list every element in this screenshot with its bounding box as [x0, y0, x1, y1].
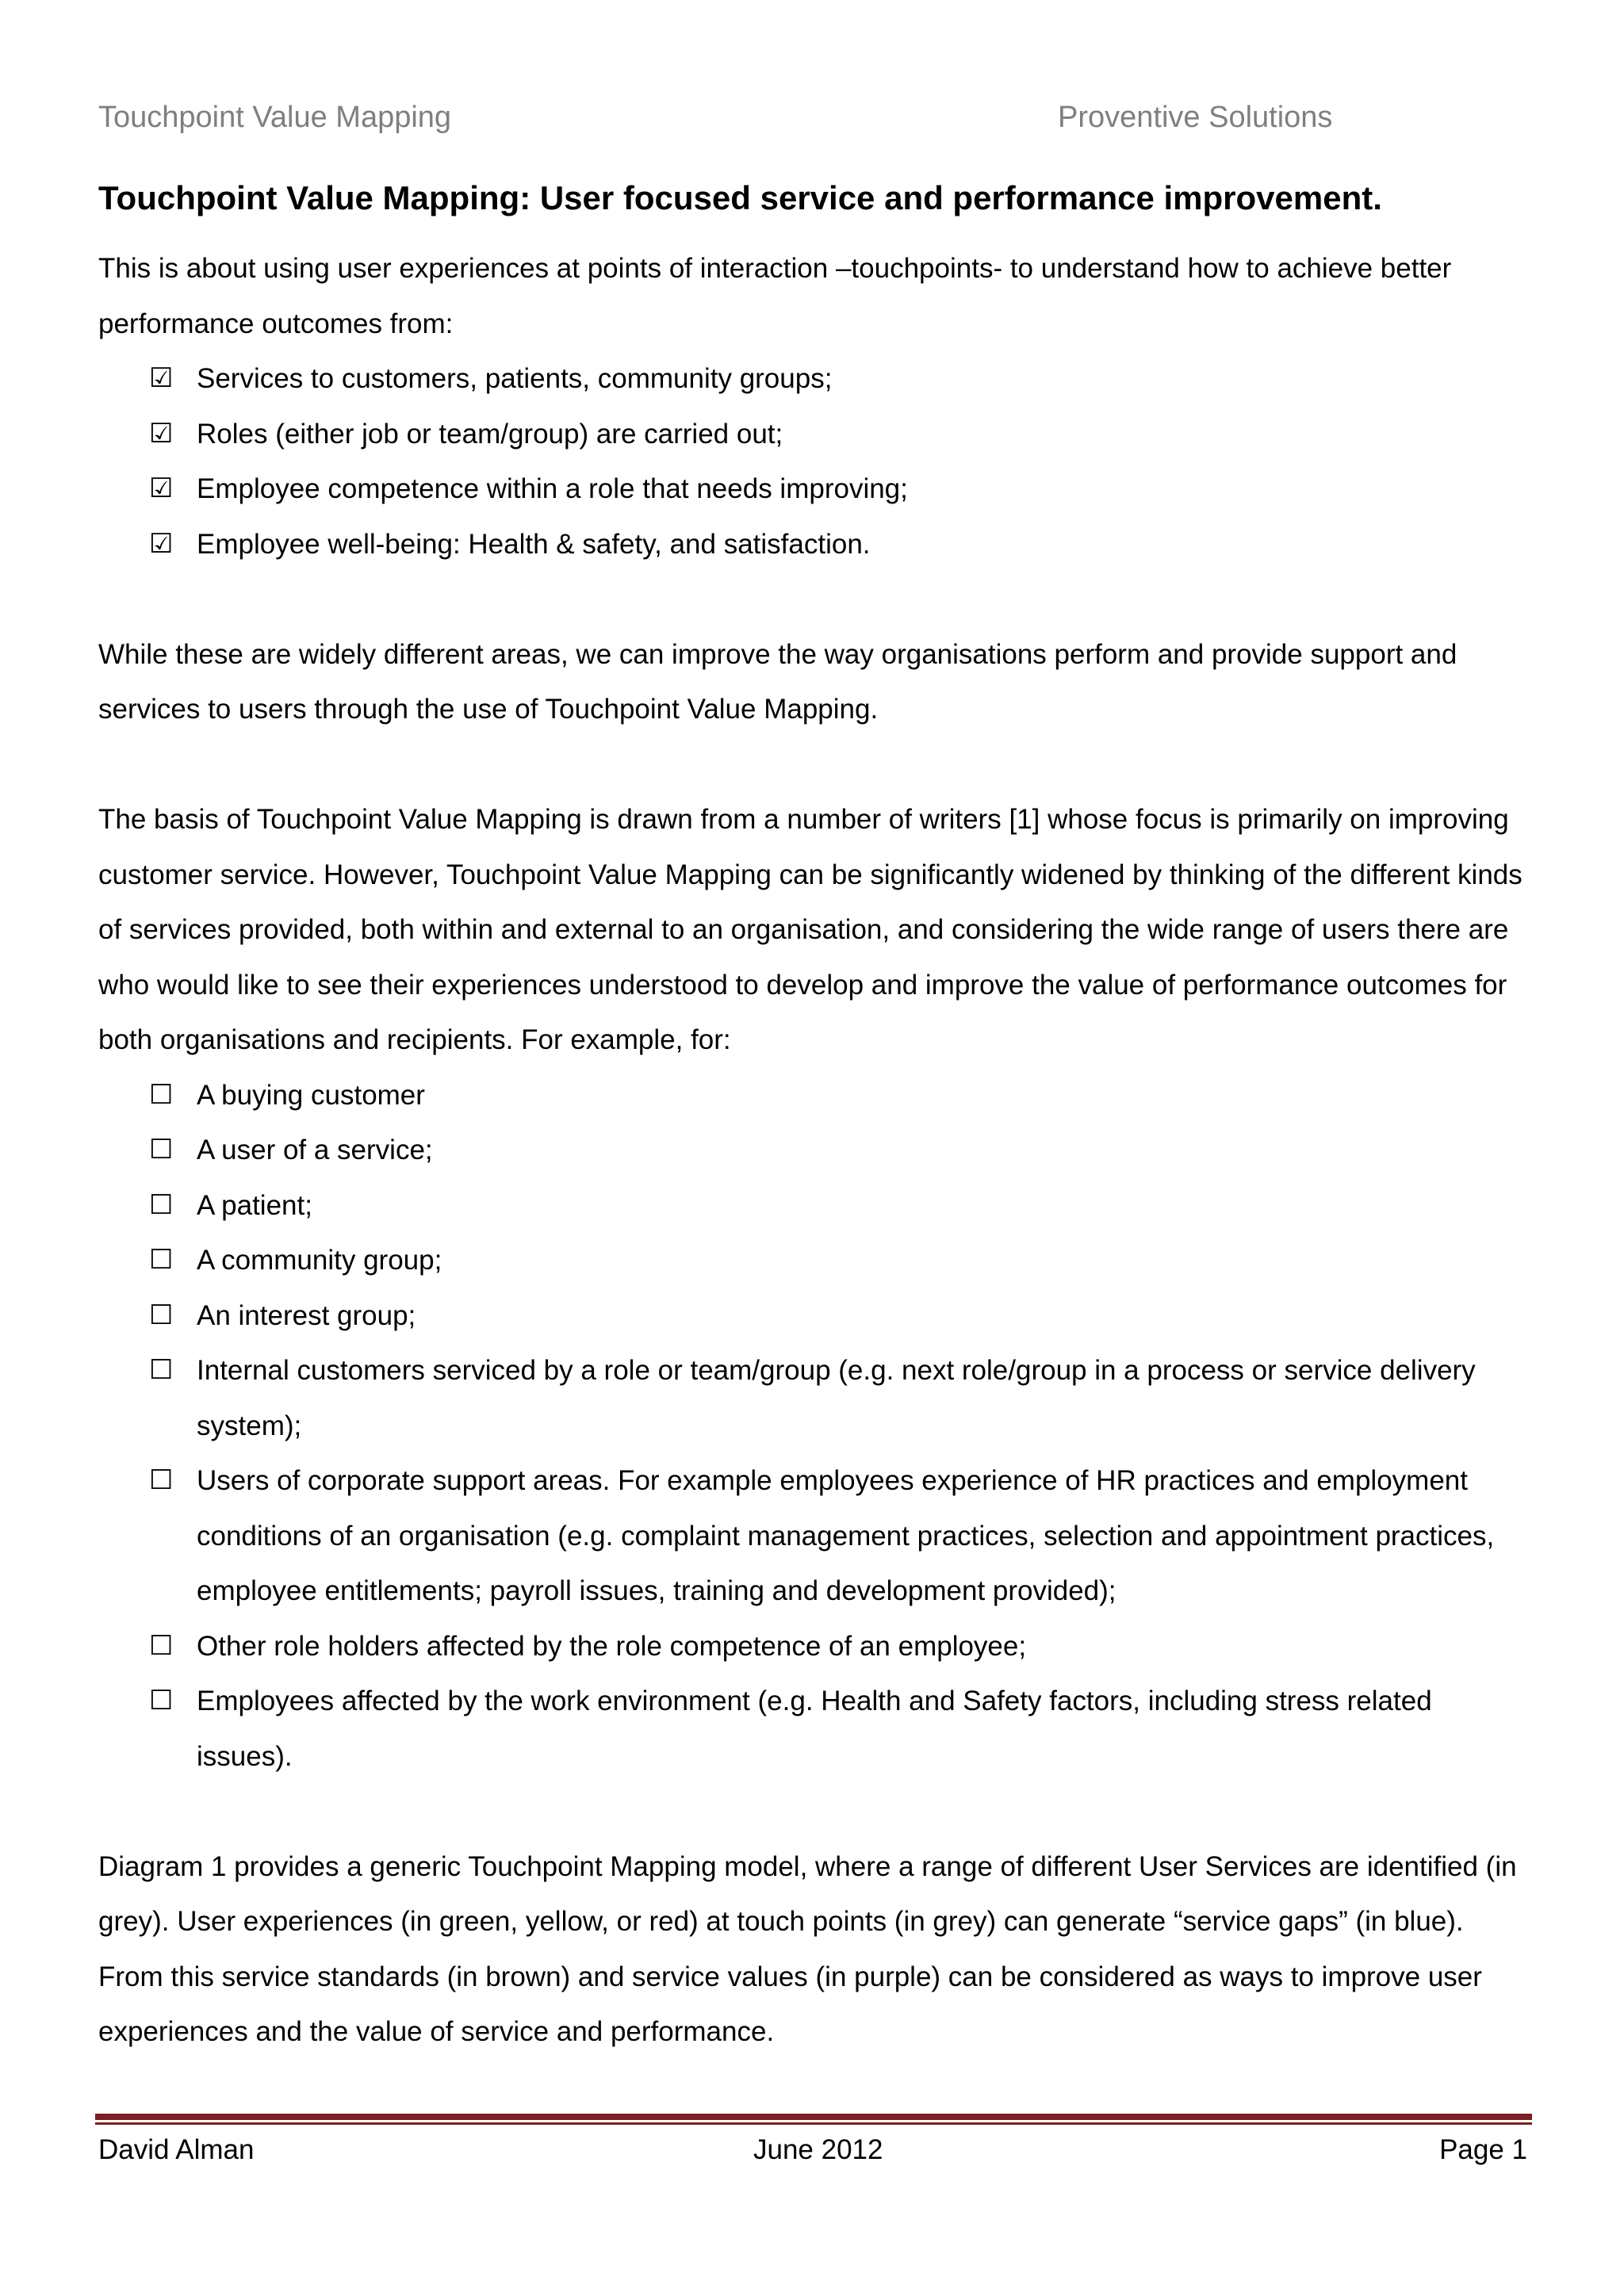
- list-item: [98, 1453, 1532, 1619]
- empty-box-icon: ☐: [149, 1299, 174, 1331]
- footer-author: David Alman: [98, 2134, 255, 2165]
- list-item: [98, 1674, 1532, 1784]
- list-item-text: Employee well-being: Health & safety, and satisfaction.: [197, 528, 871, 560]
- document-body: [98, 241, 1532, 2060]
- list-item-text: Internal customers serviced by a role or team/group (e.g. next role/group in a process or service delivery system);: [197, 1355, 1476, 1441]
- paragraph-spacer: [98, 737, 1532, 793]
- empty-box-icon: ☐: [149, 1188, 174, 1221]
- list-item: [98, 1068, 1532, 1123]
- header-company: Proventive Solutions: [1058, 101, 1333, 134]
- checked-box-icon: ☑: [149, 362, 174, 394]
- paragraph-spacer: [98, 572, 1532, 627]
- list-item-text: A community group;: [197, 1245, 442, 1276]
- intro-paragraph: This is about using user experiences at points of interaction –touchpoints- to understand how to achieve better performance outcomes from:: [98, 253, 1452, 339]
- list-item-text: A user of a service;: [197, 1135, 433, 1165]
- footer-divider: [95, 2114, 1532, 2125]
- footer-page-number: Page 1: [1439, 2134, 1527, 2165]
- page-title: Touchpoint Value Mapping: User focused service and performance improvement.: [98, 179, 1382, 216]
- user-list: [98, 1068, 1532, 1785]
- paragraph-spacer: [98, 1784, 1532, 1839]
- empty-box-icon: ☐: [149, 1464, 174, 1496]
- empty-box-icon: ☐: [149, 1629, 174, 1662]
- paragraph-3: The basis of Touchpoint Value Mapping is drawn from a number of writers [1] whose focus is primarily on improving customer service. However, Touchpoint Value Mapping can be significantly widened by thinking of the different kinds of services provided, both within and external to an organisation, and considering the wide range of users there are who would like to see their experiences understood to develop and improve the value of performance outcomes for both organisations and recipients. For example, for:: [98, 804, 1522, 1055]
- empty-box-icon: ☐: [149, 1685, 174, 1716]
- list-item-text: An interest group;: [197, 1299, 416, 1331]
- list-item-text: Employees affected by the work environment (e.g. Health and Safety factors, including stress related issues).: [197, 1686, 1432, 1772]
- footer-date: June 2012: [753, 2134, 883, 2165]
- list-item-text: Users of corporate support areas. For example employees experience of HR practices and employment conditions of an organisation (e.g. complaint management practices, selection and appointment practices, employee entitlements; payroll issues, training and development provided);: [197, 1465, 1495, 1606]
- list-item-text: Employee competence within a role that needs improving;: [197, 473, 908, 504]
- checked-box-icon: ☑: [149, 527, 174, 560]
- checked-list: [98, 351, 1532, 572]
- empty-box-icon: ☐: [149, 1244, 174, 1276]
- list-item: [98, 1619, 1532, 1674]
- list-item-text: Roles (either job or team/group) are carried out;: [197, 418, 783, 450]
- checked-box-icon: ☑: [149, 473, 174, 504]
- list-item: [98, 517, 1532, 572]
- empty-box-icon: ☐: [149, 1354, 174, 1386]
- empty-box-icon: ☐: [149, 1078, 174, 1111]
- empty-box-icon: ☐: [149, 1134, 174, 1165]
- list-item-text: A buying customer: [197, 1079, 425, 1111]
- list-item: [98, 1178, 1532, 1234]
- footer-rule-thin: [95, 2122, 1532, 2125]
- checked-box-icon: ☑: [149, 417, 174, 450]
- list-item: [98, 407, 1532, 462]
- list-item: [98, 351, 1532, 407]
- list-item-text: Services to customers, patients, community groups;: [197, 363, 833, 394]
- list-item: [98, 1343, 1532, 1453]
- paragraph-4: Diagram 1 provides a generic Touchpoint Mapping model, where a range of different User Services are identified (in grey). User experiences (in green, yellow, or red) at touch points (in grey) can generate “service gaps” (in blue). From this service standards (in brown) and service values (in purple) can be considered as ways to improve user experiences and the value of service and performance.: [98, 1850, 1517, 2047]
- list-item-text: A patient;: [197, 1189, 312, 1221]
- header-title: Touchpoint Value Mapping: [98, 101, 452, 134]
- list-item-text: Other role holders affected by the role competence of an employee;: [197, 1630, 1027, 1662]
- list-item: [98, 1288, 1532, 1344]
- footer-rule-thick: [95, 2114, 1532, 2120]
- paragraph-2: While these are widely different areas, we can improve the way organisations perform and provide support and services to users through the use of Touchpoint Value Mapping.: [98, 638, 1457, 725]
- list-item: [98, 1123, 1532, 1178]
- list-item: [98, 1233, 1532, 1288]
- list-item: [98, 461, 1532, 517]
